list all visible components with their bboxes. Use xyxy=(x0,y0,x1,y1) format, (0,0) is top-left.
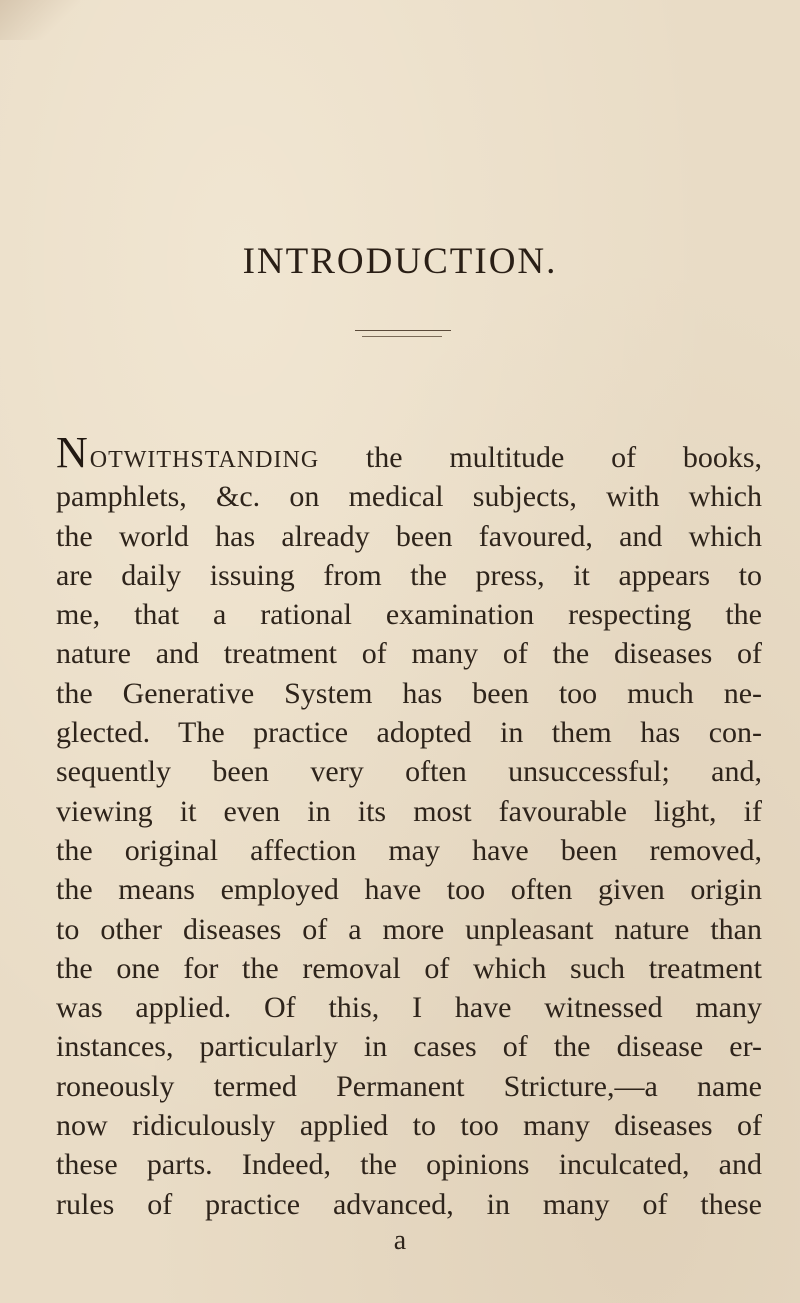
text-line-2: pamphlets, &c. on medical subjects, with which xyxy=(56,480,762,514)
text-line-14: the one for the removal of which such treatment xyxy=(56,951,762,985)
text-line-11: the original affection may have been removed, xyxy=(56,833,762,867)
line-text: the multitude of books, xyxy=(319,441,762,474)
ornamental-rule xyxy=(355,330,451,331)
text-line-16: instances, particularly in cases of the disease er- xyxy=(56,1030,762,1064)
lead-smallcaps: OTWITHSTANDING xyxy=(89,447,320,473)
text-line-12: the means employed have too often given origin xyxy=(56,873,762,907)
page-corner-shade xyxy=(0,0,80,40)
signature-mark: a xyxy=(393,1225,407,1256)
text-line-1 xyxy=(56,428,762,477)
chapter-heading: INTRODUCTION. xyxy=(242,241,558,282)
text-line-5: me, that a rational examination respecting the xyxy=(56,598,762,632)
text-line-6: nature and treatment of many of the diseases of xyxy=(56,637,762,671)
text-line-8: glected. The practice adopted in them has con- xyxy=(56,716,762,750)
drop-cap: N xyxy=(56,428,88,477)
ornamental-rule-secondary xyxy=(362,336,442,337)
text-line-15: was applied. Of this, I have witnessed many xyxy=(56,991,762,1025)
text-line-17: roneously termed Permanent Stricture,—a name xyxy=(56,1069,762,1103)
body-paragraph xyxy=(56,428,762,1224)
text-line-10: viewing it even in its most favourable light, if xyxy=(56,794,762,828)
text-line-20: rules of practice advanced, in many of these xyxy=(56,1187,762,1221)
text-line-3: the world has already been favoured, and which xyxy=(56,519,762,553)
text-line-18: now ridiculously applied to too many diseases of xyxy=(56,1109,762,1143)
text-line-9: sequently been very often unsuccessful; and, xyxy=(56,755,762,789)
text-line-7: the Generative System has been too much ne- xyxy=(56,676,762,710)
text-line-13: to other diseases of a more unpleasant nature than xyxy=(56,912,762,946)
text-line-4: are daily issuing from the press, it appears to xyxy=(56,558,762,592)
text-line-19: these parts. Indeed, the opinions inculcated, and xyxy=(56,1148,762,1182)
